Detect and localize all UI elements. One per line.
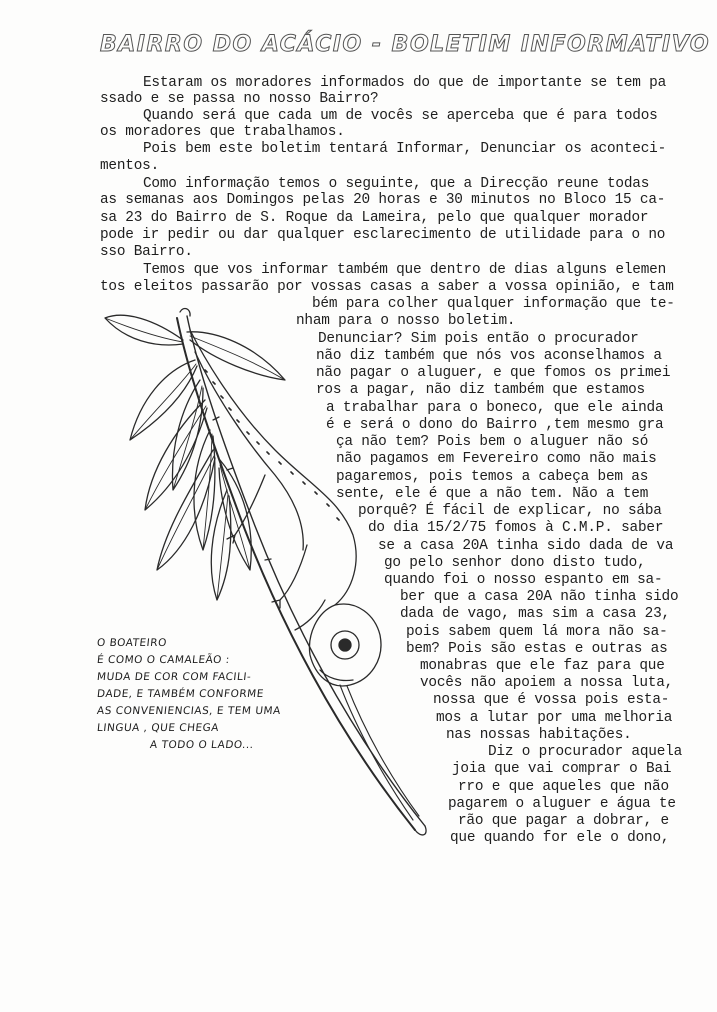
body-line: não pagar o aluguer, e que fomos os primei <box>316 365 671 381</box>
body-line: os moradores que trabalhamos. <box>100 124 345 140</box>
body-line: que quando for ele o dono, <box>450 830 670 846</box>
body-line: pagaremos, pois temos a cabeça bem as <box>336 469 649 485</box>
body-line: ber que a casa 20A não tinha sido <box>400 589 679 605</box>
body-line: rro e que aqueles que não <box>458 779 669 795</box>
body-line: se a casa 20A tinha sido dada de va <box>378 538 674 554</box>
body-line: bem? Pois são estas e outras as <box>406 641 668 657</box>
body-line: mentos. <box>100 158 160 174</box>
caption-line: O BOATEIRO <box>96 637 168 649</box>
body-line: não pagamos em Fevereiro como não mais <box>336 451 657 467</box>
caption-line: AS CONVENIENCIAS, E TEM UMA <box>96 705 282 717</box>
body-line: vocês não apoiem a nossa luta, <box>420 675 674 691</box>
body-line: quando foi o nosso espanto em sa- <box>384 572 663 588</box>
caption-line: A TODO O LADO... <box>149 739 255 751</box>
body-line: monabras que ele faz para que <box>420 658 665 674</box>
body-line: Diz o procurador aquela <box>488 744 683 760</box>
body-line: Pois bem este boletim tentará Informar, Denunciar os aconteci- <box>143 141 667 157</box>
body-line: joia que vai comprar o Bai <box>452 761 672 777</box>
caption-line: LINGUA , QUE CHEGA <box>96 722 220 734</box>
body-line: nas nossas habitações. <box>446 727 632 743</box>
body-line: rão que pagar a dobrar, e <box>458 813 669 829</box>
body-line: Temos que vos informar também que dentro de dias alguns elemen <box>143 262 667 278</box>
body-line: ros a pagar, não diz também que estamos <box>316 382 645 398</box>
chameleon-illustration <box>95 300 455 860</box>
body-line: nham para o nosso boletim. <box>296 313 516 329</box>
body-line: Quando será que cada um de vocês se aperceba que é para todos <box>143 108 658 124</box>
body-line: não diz também que nós vos aconselhamos a <box>316 348 662 364</box>
body-line: Denunciar? Sim pois então o procurador <box>318 331 639 347</box>
body-line: é e será o dono do Bairro ,tem mesmo gra <box>326 417 664 433</box>
body-line: sa 23 do Bairro de S. Roque da Lameira, pelo que qualquer morador <box>100 210 649 226</box>
body-line: ssado e se passa no nosso Bairro? <box>100 91 379 107</box>
body-line: ça não tem? Pois bem o aluguer não só <box>336 434 649 450</box>
body-line: pagarem o aluguer e água te <box>448 796 676 812</box>
caption-line: DADE, E TAMBÉM CONFORME <box>96 688 265 700</box>
body-line: a trabalhar para o boneco, que ele ainda <box>326 400 664 416</box>
body-line: nossa que é vossa pois esta- <box>433 692 670 708</box>
body-line: go pelo senhor dono disto tudo, <box>384 555 646 571</box>
body-line: pois sabem quem lá mora não sa- <box>406 624 668 640</box>
body-line: Estaram os moradores informados do que de importante se tem pa <box>143 75 667 91</box>
body-line: as semanas aos Domingos pelas 20 horas e 30 minutos no Bloco 15 ca- <box>100 192 666 208</box>
caption-line: É COMO O CAMALEÃO : <box>96 654 231 666</box>
bulletin-title: BAIRRO DO ACÁCIO - BOLETIM INFORMATIVO <box>100 32 711 57</box>
body-line: Como informação temos o seguinte, que a Direcção reune todas <box>143 176 650 192</box>
body-line: pode ir pedir ou dar qualquer esclarecimento de utilidade para o no <box>100 227 666 243</box>
body-line: do dia 15/2/75 fomos à C.M.P. saber <box>368 520 664 536</box>
body-line: bém para colher qualquer informação que te- <box>312 296 675 312</box>
body-line: sso Bairro. <box>100 244 193 260</box>
body-line: mos a lutar por uma melhoria <box>436 710 673 726</box>
caption-line: MUDA DE COR COM FACILI- <box>96 671 252 683</box>
body-line: sente, ele é que a não tem. Não a tem <box>336 486 649 502</box>
body-line: porquê? É fácil de explicar, no sába <box>358 503 662 519</box>
body-line: dada de vago, mas sim a casa 23, <box>400 606 670 622</box>
body-line: tos eleitos passarão por vossas casas a saber a vossa opinião, e tam <box>100 279 674 295</box>
